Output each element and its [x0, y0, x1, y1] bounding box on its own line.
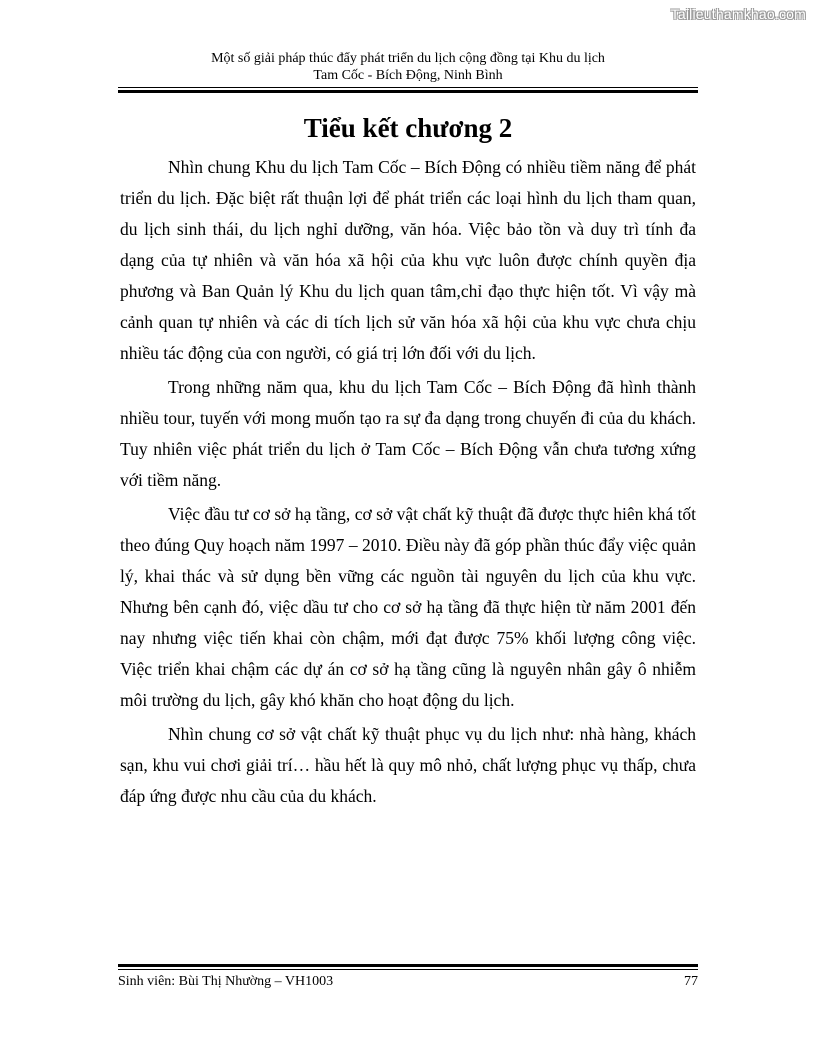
- section-title: Tiểu kết chương 2: [303, 113, 513, 143]
- header-line-2: Tam Cốc - Bích Động, Ninh Bình: [313, 68, 503, 83]
- header-divider: [118, 87, 698, 93]
- footer-student: Sinh viên: Bùi Thị Nhường – VH1003: [118, 974, 334, 989]
- watermark-text: Tailieuthamkhao.com: [670, 6, 806, 22]
- body-text: [120, 152, 696, 815]
- paragraph-1: Nhìn chung Khu du lịch Tam Cốc – Bích Động có nhiều tiềm năng để phát triển du lịch. Đặc biệt rất thuận lợi để phát triển các loại hình du lịch tham quan, du lịch sinh thái, du lịch nghỉ dưỡng, văn hóa. Việc bảo tồn và duy trì tính đa dạng của tự nhiên và văn hóa xã hội của khu vực luôn được chính quyền địa phương và Ban Quản lý Khu du lịch quan tâm,chỉ đạo thực hiện tốt. Vì vậy mà cảnh quan tự nhiên và các di tích lịch sử văn hóa xã hội của khu vực chưa chịu nhiều tác động của con người, có giá trị lớn đối với du lịch.: [120, 157, 696, 363]
- footer-divider: [118, 964, 698, 970]
- page-number: 77: [684, 974, 698, 989]
- paragraph-3: Việc đầu tư cơ sở hạ tầng, cơ sở vật chất kỹ thuật đã được thực hiên khá tốt theo đúng Quy hoạch năm 1997 – 2010. Điều này đã góp phần thúc đẩy việc quản lý, khai thác và sử dụng bền vững các nguồn tài nguyên du lịch của khu vực. Nhưng bên cạnh đó, việc dầu tư cho cơ sở hạ tầng đã thực hiện từ năm 2001 đến nay nhưng việc tiến khai còn chậm, mới đạt được 75% khối lượng công việc. Việc triển khai chậm các dự án cơ sở hạ tầng cũng là nguyên nhân gây ô nhiễm môi trường du lịch, gây khó khăn cho hoạt động du lịch.: [120, 504, 696, 710]
- running-footer: [118, 974, 698, 990]
- paragraph-2: Trong những năm qua, khu du lịch Tam Cốc – Bích Động đã hình thành nhiều tour, tuyến với mong muốn tạo ra sự đa dạng trong chuyến đi của du khách. Tuy nhiên việc phát triển du lịch ở Tam Cốc – Bích Động vẫn chưa tương xứng với tiềm năng.: [120, 377, 696, 490]
- header-line-1: Một số giải pháp thúc đẩy phát triển du lịch cộng đồng tại Khu du lịch: [211, 51, 605, 66]
- running-header: [118, 50, 698, 84]
- paragraph-4: Nhìn chung cơ sở vật chất kỹ thuật phục vụ du lịch như: nhà hàng, khách sạn, khu vui chơi giải trí… hầu hết là quy mô nhỏ, chất lượng phục vụ thấp, chưa đáp ứng được nhu cầu của du khách.: [120, 724, 696, 806]
